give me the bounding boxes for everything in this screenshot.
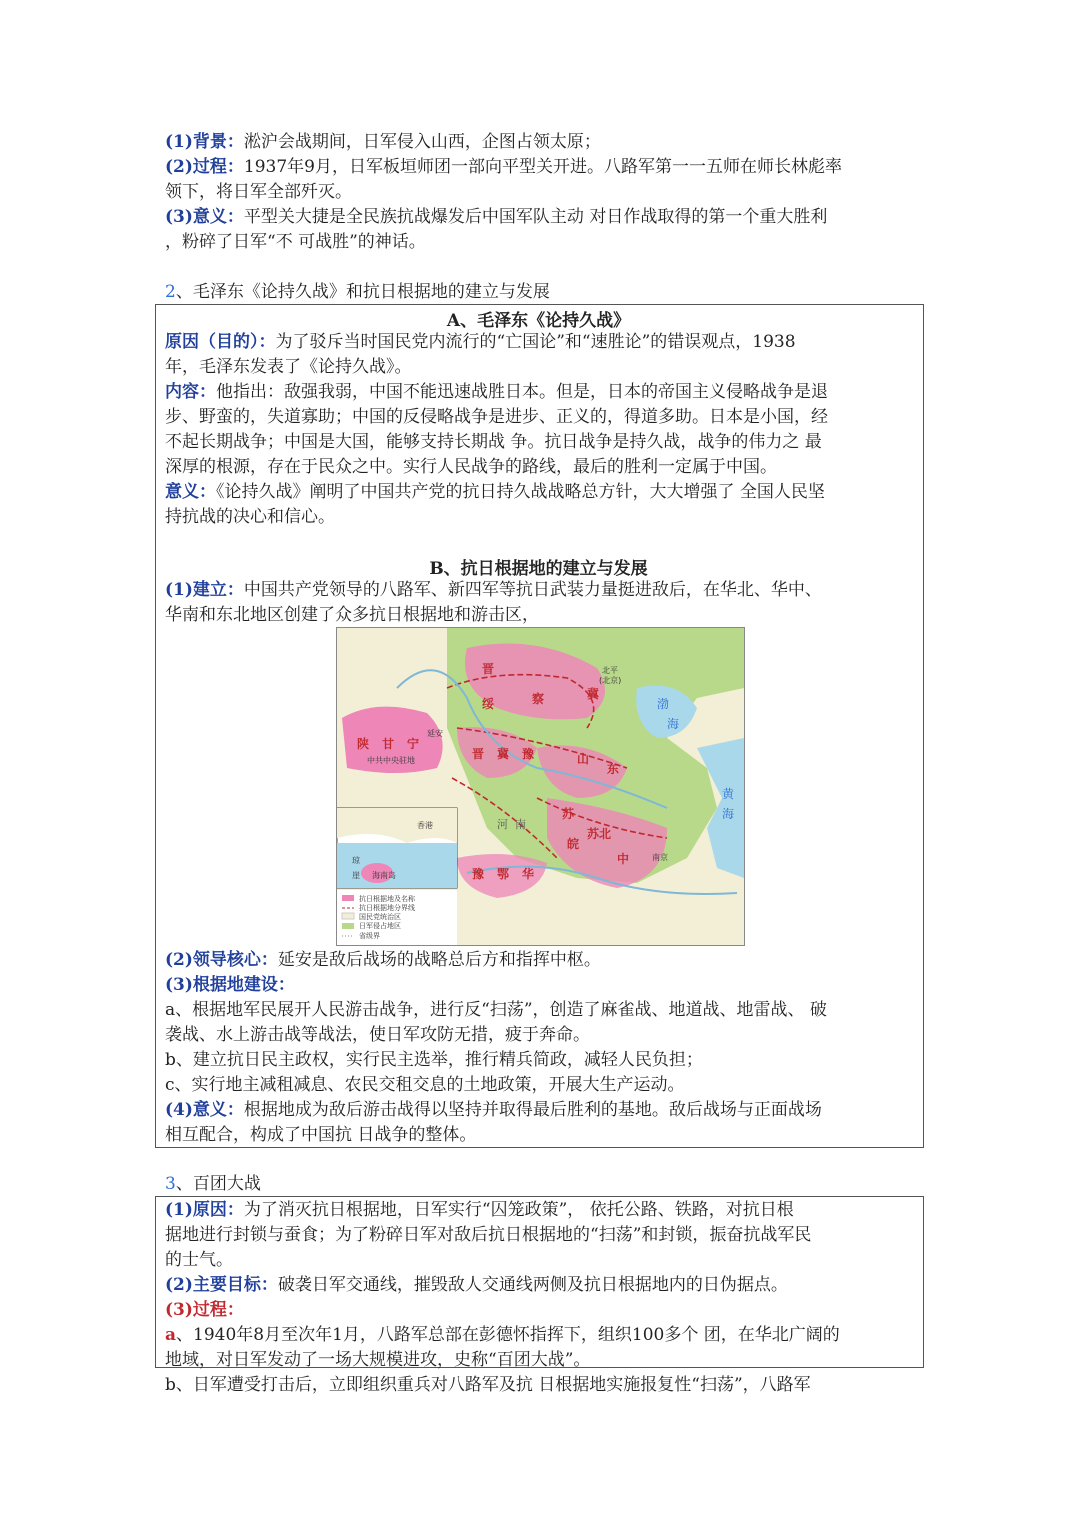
content-label: 内容：: [165, 382, 216, 402]
map-label: 甘: [382, 737, 395, 751]
map-label: 豫: [522, 747, 535, 761]
map-label: 南: [515, 818, 526, 831]
legend-item: 省级界: [359, 932, 380, 940]
content-line-2: 步、野蛮的，失道寡助；中国的反侵略战争是进步、正义的，得道多助。日本是小国，经: [165, 407, 828, 427]
establish-line-2: 华南和东北地区创建了众多抗日根据地和游击区，: [165, 605, 539, 625]
core-label: (2)领导核心：: [165, 950, 278, 970]
map-label: 琼: [352, 856, 360, 865]
base-areas-map: [336, 627, 745, 946]
meaning-label: (3)意义：: [165, 207, 244, 227]
reason-label: 原因（目的）：: [165, 332, 276, 352]
map-label: 华: [522, 867, 535, 881]
map-label: 察: [532, 692, 545, 706]
meaning-line-2: ，粉碎了日军“不 可战胜”的神话。: [165, 232, 426, 252]
background-label: (1)背景：: [165, 132, 244, 152]
map-label: 绥: [482, 697, 495, 711]
legend-item: 抗日根据地分界线: [359, 904, 415, 912]
section-2-title: 、毛泽东《论持久战》和抗日根据地的建立与发展: [175, 282, 550, 302]
map-label: 香港: [417, 821, 433, 830]
goal-text: 破袭日军交通线，摧毁敌人交通线两侧及抗日根据地内的日伪据点。: [277, 1275, 788, 1295]
process-label: (2)过程：: [165, 157, 244, 177]
item-b-line: b、建立抗日民主政权，实行民主选举，推行精兵简政，减轻人民负担；: [165, 1050, 703, 1070]
hundred-item-b-line: b、日军遭受打击后，立即组织重兵对八路军及抗 日根据地实施报复性“扫荡”，八路军: [165, 1375, 811, 1395]
establish-line: [165, 578, 822, 603]
hundred-reason-line-2: 据地进行封锁与蚕食；为了粉碎日军对敌后抗日根据地的“扫荡”和封锁，振奋抗战军民: [165, 1225, 812, 1245]
hundred-reason-label: (1)原因：: [165, 1200, 244, 1220]
hundred-item-a-text: 、1940年8月至次年1月，八路军总部在彭德怀指挥下，组织100多个 团，在华北广阔的: [176, 1325, 840, 1345]
significance-line-2: 持抗战的决心和信心。: [165, 507, 335, 527]
reason-line: [165, 330, 796, 355]
item-a-mark: a: [165, 1325, 177, 1345]
map-label: 皖: [567, 837, 580, 851]
content-line: [165, 380, 828, 405]
section-3-title: 、百团大战: [175, 1174, 261, 1194]
item-a-line: a、根据地军民展开人民游击战争，进行反“扫荡”，创造了麻雀战、地道战、地雷战、 破: [165, 1000, 827, 1020]
map-label: 冀: [497, 747, 510, 761]
establish-text: 中国共产党领导的八路军、新四军等抗日武装力量挺进敌后，在华北、华中、: [243, 580, 822, 600]
base-significance-text: 根据地成为敌后游击战得以坚持并取得最后胜利的基地。敌后战场与正面战场: [243, 1100, 822, 1120]
map-label: 海南岛: [372, 871, 396, 880]
map-label: 苏: [562, 807, 575, 821]
map-label: 中共中央驻地: [367, 756, 415, 765]
map-label: 晋: [472, 747, 485, 761]
content-line-4: 深厚的根源，存在于民众之中。实行人民战争的路线，最后的胜利一定属于中国。: [165, 457, 777, 477]
meaning-line: [165, 205, 827, 230]
map-label: 鄂: [497, 867, 510, 881]
legend-item: 抗日根据地及名称: [359, 895, 415, 903]
base-build-label: (3)根据地建设：: [165, 975, 295, 995]
hundred-reason-line: [165, 1198, 794, 1223]
background-line: [165, 130, 601, 155]
section-3-number: 3: [165, 1174, 176, 1194]
legend-swatch-base: [342, 895, 354, 901]
map-label: 冀: [587, 687, 600, 701]
map-label: 苏北: [587, 827, 612, 841]
inset-sea: [337, 843, 457, 888]
base-significance-line: [165, 1098, 822, 1123]
map-label: 南京: [652, 853, 668, 862]
map-label: 陕: [357, 737, 370, 751]
base-significance-line-2: 相互配合，构成了中国抗 日战争的整体。: [165, 1125, 477, 1145]
hundred-item-a-line: [165, 1323, 840, 1348]
content-line-3: 不起长期战争；中国是大国，能够支持长期战 争。抗日战争是持久战，战争的伟力之 最: [165, 432, 822, 452]
map-label: 北平: [602, 666, 618, 675]
map-label: 崖: [352, 871, 360, 880]
box-a-title: A、毛泽东《论持久战》: [446, 311, 631, 331]
significance-text: 《论持久战》阐明了中国共产党的抗日持久战战略总方针，大大增强了 全国人民坚: [216, 482, 825, 502]
map-graphic: [337, 628, 744, 945]
map-label: 豫: [472, 867, 485, 881]
hundred-process-label: (3)过程：: [165, 1300, 244, 1320]
section-3-heading: [165, 1172, 261, 1196]
meaning-text: 平型关大捷是全民族抗战爆发后中国军队主动 对日作战取得的第一个重大胜利: [243, 207, 828, 227]
map-label: 海: [722, 807, 735, 821]
process-text: 1937年9月，日军板垣师团一部向平型关开进。八路军第一一五师在师长林彪率: [243, 157, 842, 177]
map-label: 宁: [407, 737, 420, 751]
goal-line: [165, 1273, 788, 1298]
box-b-title: B、抗日根据地的建立与发展: [429, 559, 648, 579]
significance-line: [165, 480, 825, 505]
reason-text: 为了驳斥当时国民党内流行的“亡国论”和“速胜论”的错误观点，1938: [275, 332, 796, 352]
process-line: [165, 155, 842, 180]
legend-swatch-kmt: [342, 913, 354, 919]
legend-swatch-occupied: [342, 923, 354, 929]
item-a-line-2: 袭战、水上游击战等战法，使日军攻防无措，疲于奔命。: [165, 1025, 590, 1045]
hundred-reason-line-3: 的士气。: [165, 1250, 233, 1270]
map-label: 海: [667, 717, 680, 731]
legend-item: 国民党统治区: [359, 913, 401, 921]
map-label: 晋: [482, 662, 495, 676]
map-label: 河: [497, 818, 508, 831]
hundred-reason-text: 为了消灭抗日根据地，日军实行“囚笼政策”， 依托公路、铁路，对抗日根: [243, 1200, 794, 1220]
map-label: 渤: [657, 697, 670, 711]
map-label: 延安: [427, 729, 443, 738]
base-significance-label: (4)意义：: [165, 1100, 244, 1120]
core-text: 延安是敌后战场的战略总后方和指挥中枢。: [277, 950, 601, 970]
map-label: 东: [607, 762, 620, 776]
reason-line-2: 年，毛泽东发表了《论持久战》。: [165, 357, 412, 377]
hundred-process-line: [165, 1298, 244, 1323]
legend-item: 日军侵占地区: [359, 922, 401, 930]
significance-label: 意义：: [165, 482, 216, 502]
map-label: 山: [577, 752, 590, 766]
hundred-item-a-line-2: 地域，对日军发动了一场大规模进攻，史称“百团大战”。: [165, 1350, 591, 1370]
map-label: 中: [617, 852, 630, 866]
process-line-2: 领下，将日军全部歼灭。: [165, 182, 352, 202]
map-label: (北京): [599, 676, 622, 685]
establish-label: (1)建立：: [165, 580, 244, 600]
content-text: 他指出：敌强我弱，中国不能迅速战胜日本。但是，日本的帝国主义侵略战争是退: [216, 382, 828, 402]
section-2-heading: [165, 280, 550, 304]
base-build-line: [165, 973, 295, 998]
section-2-number: 2: [165, 282, 176, 302]
item-c-line: c、实行地主减租减息、农民交租交息的土地政策，开展大生产运动。: [165, 1075, 685, 1095]
map-label: 黄: [722, 787, 735, 801]
background-text: 淞沪会战期间，日军侵入山西，企图占领太原；: [243, 132, 601, 152]
goal-label: (2)主要目标：: [165, 1275, 278, 1295]
core-line: [165, 948, 601, 973]
